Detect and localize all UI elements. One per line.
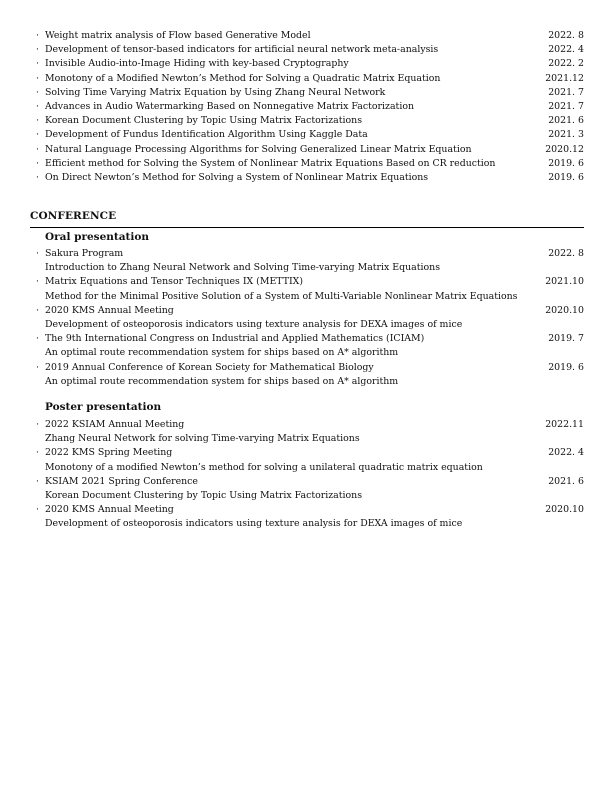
publication-date: 2022. 4: [548, 44, 584, 56]
publication-title: On Direct Newton’s Method for Solving a System of Nonlinear Matrix Equations: [45, 172, 429, 184]
talk-title: Development of osteoporosis indicators using texture analysis for DEXA images of mice: [45, 518, 463, 530]
subsection-title-poster: Poster presentation: [45, 401, 162, 413]
bullet: ·: [36, 143, 39, 155]
publication-item: [36, 86, 584, 100]
publication-date: 2021. 7: [548, 101, 584, 113]
section-divider: [30, 227, 584, 228]
publication-title: Korean Document Clustering by Topic Using Matrix Factorizations: [45, 115, 363, 127]
publication-item: [36, 114, 584, 128]
poster-presentation-list: [36, 418, 584, 532]
conference-item: [36, 418, 584, 446]
publication-title: Natural Language Processing Algorithms for Solving Generalized Linear Matrix Equation: [45, 143, 472, 155]
publication-title: Monotony of a Modified Newton’s Method for Solving a Quadratic Matrix Equation: [45, 72, 441, 84]
bullet: ·: [36, 44, 39, 56]
talk-title: An optimal route recommendation system for ships based on A* algorithm: [45, 375, 399, 387]
publication-item: [36, 29, 584, 43]
event-name: 2020 KMS Annual Meeting: [45, 304, 174, 316]
publication-item: [36, 72, 584, 86]
publication-date: 2019. 6: [548, 172, 584, 184]
talk-title: An optimal route recommendation system for ships based on A* algorithm: [45, 347, 399, 359]
bullet: ·: [36, 172, 39, 184]
subsection-title-oral: Oral presentation: [45, 231, 150, 243]
bullet: ·: [36, 276, 39, 288]
section-title-conference: CONFERENCE: [30, 210, 117, 222]
publication-date: 2021.12: [545, 72, 584, 84]
publication-title: Advances in Audio Watermarking Based on Nonnegative Matrix Factorization: [45, 101, 415, 113]
event-name: Sakura Program: [45, 248, 124, 259]
talk-title: Korean Document Clustering by Topic Using Matrix Factorizations: [45, 490, 363, 502]
conference-item: [36, 361, 584, 389]
publication-date: 2020.12: [545, 143, 584, 155]
conference-item: [36, 475, 584, 503]
event-date: 2021. 6: [548, 475, 584, 487]
event-date: 2019. 7: [548, 333, 584, 345]
bullet: ·: [36, 86, 39, 98]
event-name: 2020 KMS Annual Meeting: [45, 504, 174, 516]
event-date: 2021.10: [545, 276, 584, 288]
conference-item: [36, 247, 584, 275]
publication-item: [36, 143, 584, 157]
bullet: ·: [36, 248, 39, 259]
talk-title: Development of osteoporosis indicators using texture analysis for DEXA images of mice: [45, 319, 463, 331]
publication-item: [36, 57, 584, 71]
publication-date: 2021. 3: [548, 129, 584, 141]
publication-item: [36, 100, 584, 114]
event-name: 2019 Annual Conference of Korean Society for Mathematical Biology: [45, 361, 374, 373]
event-date: 2022. 8: [548, 248, 584, 259]
publication-title: Weight matrix analysis of Flow based Generative Model: [45, 30, 311, 41]
bullet: ·: [36, 72, 39, 84]
talk-title: Monotony of a modified Newton’s method for solving a unilateral quadratic matrix equation: [45, 461, 483, 473]
bullet: ·: [36, 475, 39, 487]
talk-title: Method for the Minimal Positive Solution of a System of Multi-Variable Nonlinear Matrix Equations: [45, 290, 518, 302]
publication-item: [36, 157, 584, 171]
talk-title: Zhang Neural Network for solving Time-varying Matrix Equations: [45, 433, 360, 445]
publication-title: Development of tensor-based indicators for artificial neural network meta-analysis: [45, 44, 439, 56]
publication-date: 2021. 6: [548, 115, 584, 127]
bullet: ·: [36, 115, 39, 127]
conference-item: [36, 332, 584, 360]
publication-date: 2022. 2: [548, 58, 584, 70]
publication-title: Solving Time Varying Matrix Equation by Using Zhang Neural Network: [45, 86, 386, 98]
bullet: ·: [36, 30, 39, 41]
bullet: ·: [36, 58, 39, 70]
publication-item: [36, 43, 584, 57]
publication-list: [36, 29, 584, 185]
event-name: 2022 KSIAM Annual Meeting: [45, 419, 185, 430]
oral-presentation-list: [36, 247, 584, 389]
event-date: 2022. 4: [548, 447, 584, 459]
bullet: ·: [36, 129, 39, 141]
publication-title: Development of Fundus Identification Algorithm Using Kaggle Data: [45, 129, 368, 141]
event-name: Matrix Equations and Tensor Techniques IX (METTIX): [45, 276, 303, 288]
bullet: ·: [36, 333, 39, 345]
talk-title: Introduction to Zhang Neural Network and Solving Time-varying Matrix Equations: [45, 262, 441, 274]
conference-item: [36, 275, 584, 303]
conference-item: [36, 446, 584, 474]
publication-date: 2022. 8: [548, 30, 584, 41]
bullet: ·: [36, 101, 39, 113]
bullet: ·: [36, 504, 39, 516]
bullet: ·: [36, 447, 39, 459]
event-name: 2022 KMS Spring Meeting: [45, 447, 173, 459]
event-date: 2020.10: [545, 504, 584, 516]
publication-title: Efficient method for Solving the System of Nonlinear Matrix Equations Based on CR reduction: [45, 157, 496, 169]
bullet: ·: [36, 157, 39, 169]
publication-item: [36, 171, 584, 185]
bullet: ·: [36, 304, 39, 316]
conference-item: [36, 503, 584, 531]
bullet: ·: [36, 361, 39, 373]
publication-date: 2021. 7: [548, 86, 584, 98]
event-name: The 9th International Congress on Industrial and Applied Mathematics (ICIAM): [45, 333, 425, 345]
publication-item: [36, 128, 584, 142]
conference-item: [36, 304, 584, 332]
event-date: 2019. 6: [548, 361, 584, 373]
bullet: ·: [36, 419, 39, 430]
publication-date: 2019. 6: [548, 157, 584, 169]
publication-title: Invisible Audio-into-Image Hiding with key-based Cryptography: [45, 58, 349, 70]
event-name: KSIAM 2021 Spring Conference: [45, 475, 198, 487]
event-date: 2020.10: [545, 304, 584, 316]
event-date: 2022.11: [545, 419, 584, 430]
